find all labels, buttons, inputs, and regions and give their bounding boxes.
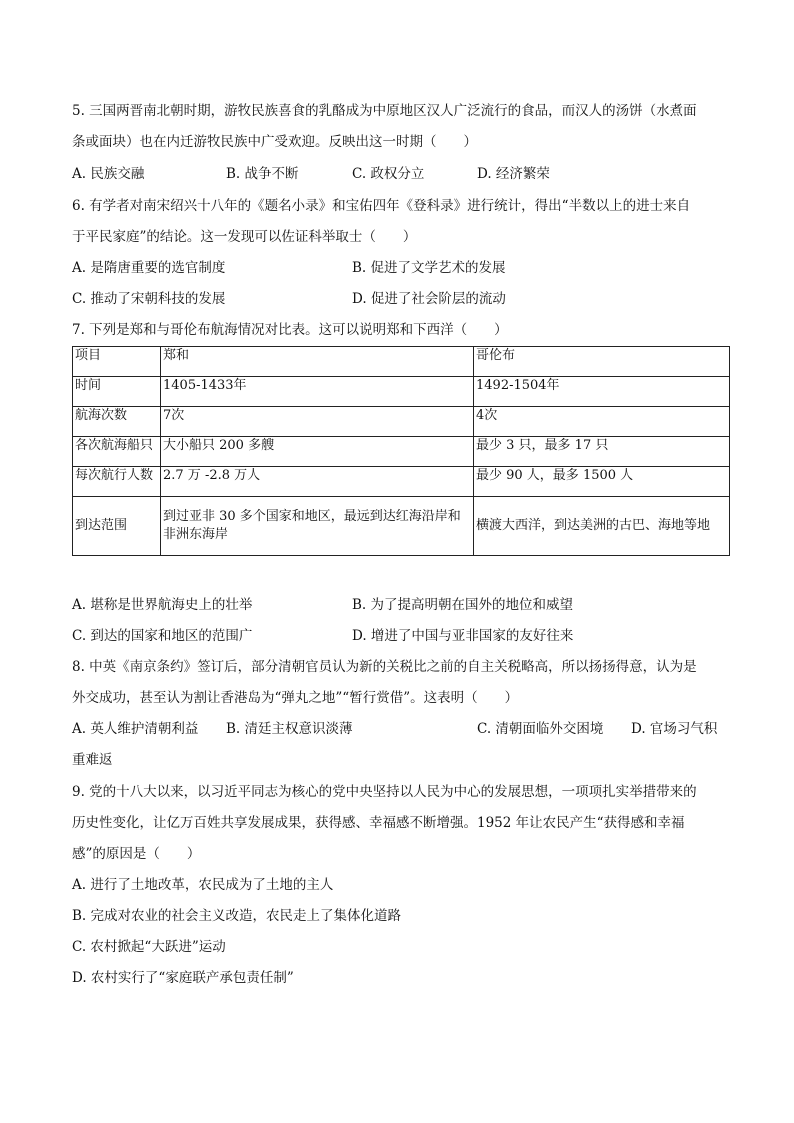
q5-option-a[interactable]: A. 民族交融	[72, 166, 145, 182]
q8-stem-line2: 外交成功，甚至认为割让香港岛为“弹丸之地”“暂行赏借”。这表明（ ）	[72, 690, 519, 706]
q5-stem-line2: 条或面块）也在内迁游牧民族中广受欢迎。反映出这一时期（ ）	[72, 134, 477, 150]
q5-stem-line1: 5. 三国两晋南北朝时期，游牧民族喜食的乳酪成为中原地区汉人广泛流行的食品，而汉人的汤饼（水煮面	[72, 103, 697, 119]
table-cell: 最少 90 人，最多 1500 人	[474, 467, 730, 497]
table-header-row	[73, 347, 730, 377]
q6-option-b[interactable]: B. 促进了文学艺术的发展	[352, 260, 506, 276]
q8-option-d[interactable]: D. 官场习气积	[631, 721, 718, 737]
q8-option-c[interactable]: C. 清朝面临外交困境	[477, 721, 604, 737]
table-row	[73, 497, 730, 556]
q8-option-a[interactable]: A. 英人维护清朝利益	[72, 721, 199, 737]
comparison-table	[72, 346, 730, 556]
q7-option-d[interactable]: D. 增进了中国与亚非国家的友好往来	[352, 628, 574, 644]
table-row	[73, 407, 730, 437]
table-row	[73, 437, 730, 467]
table-row	[73, 467, 730, 497]
q9-stem-line3: 感”的原因是（ ）	[72, 846, 201, 862]
q9-option-b[interactable]: B. 完成对农业的社会主义改造，农民走上了集体化道路	[72, 908, 402, 924]
q6-option-c[interactable]: C. 推动了宋朝科技的发展	[72, 291, 226, 307]
q9-stem-line1: 9. 党的十八大以来，以习近平同志为核心的党中央坚持以人民为中心的发展思想，一项项扎实举措带来的	[72, 784, 697, 800]
q5-option-c[interactable]: C. 政权分立	[352, 166, 425, 182]
q9-option-a[interactable]: A. 进行了土地改革，农民成为了土地的主人	[72, 877, 334, 893]
q6-stem-line2: 于平民家庭”的结论。这一发现可以佐证科举取士（ ）	[72, 229, 417, 245]
q8-option-b[interactable]: B. 清廷主权意识淡薄	[226, 721, 353, 737]
table-cell: 2.7 万 -2.8 万人	[161, 467, 474, 497]
q8-stem-line1: 8. 中英《南京条约》签订后，部分清朝官员认为新的关税比之前的自主关税略高，所以扬扬得意，认为是	[72, 659, 697, 675]
q9-stem-line2: 历史性变化，让亿万百姓共享发展成果，获得感、幸福感不断增强。1952 年让农民产生“获得感和幸福	[72, 815, 685, 831]
q7-option-b[interactable]: B. 为了提高明朝在国外的地位和威望	[352, 597, 574, 613]
q9-option-c[interactable]: C. 农村掀起“大跃进”运动	[72, 939, 226, 955]
q5-option-b[interactable]: B. 战争不断	[226, 166, 299, 182]
q6-stem-line1: 6. 有学者对南宋绍兴十八年的《题名小录》和宝佑四年《登科录》进行统计，得出“半数以上的进士来自	[72, 198, 691, 214]
table-cell: 每次航行人数	[73, 467, 161, 497]
table-row	[73, 377, 730, 407]
table-cell: 航海次数	[73, 407, 161, 437]
table-header-cell: 郑和	[161, 347, 474, 377]
table-cell: 各次航海船只	[73, 437, 161, 467]
q7-stem: 7. 下列是郑和与哥伦布航海情况对比表。这可以说明郑和下西洋（ ）	[72, 322, 508, 338]
table-cell: 到过亚非 30 多个国家和地区，最远到达红海沿岸和非洲东海岸	[161, 497, 474, 556]
q9-option-d[interactable]: D. 农村实行了“家庭联产承包责任制”	[72, 970, 294, 986]
table-cell: 时间	[73, 377, 161, 407]
table-cell: 1492-1504年	[474, 377, 730, 407]
q7-option-c[interactable]: C. 到达的国家和地区的范围广	[72, 628, 253, 644]
table-cell: 横渡大西洋，到达美洲的古巴、海地等地	[474, 497, 730, 556]
q6-option-a[interactable]: A. 是隋唐重要的选官制度	[72, 260, 226, 276]
table-cell: 4次	[474, 407, 730, 437]
table-cell: 7次	[161, 407, 474, 437]
q7-option-a[interactable]: A. 堪称是世界航海史上的壮举	[72, 597, 253, 613]
table-header-cell: 项目	[73, 347, 161, 377]
q8-option-d-continuation: 重难返	[72, 752, 113, 768]
table-cell: 1405-1433年	[161, 377, 474, 407]
table-header-cell: 哥伦布	[474, 347, 730, 377]
table-cell: 最少 3 只，最多 17 只	[474, 437, 730, 467]
q6-option-d[interactable]: D. 促进了社会阶层的流动	[352, 291, 506, 307]
q5-option-d[interactable]: D. 经济繁荣	[477, 166, 550, 182]
table-cell: 到达范围	[73, 497, 161, 556]
table-cell: 大小船只 200 多艘	[161, 437, 474, 467]
